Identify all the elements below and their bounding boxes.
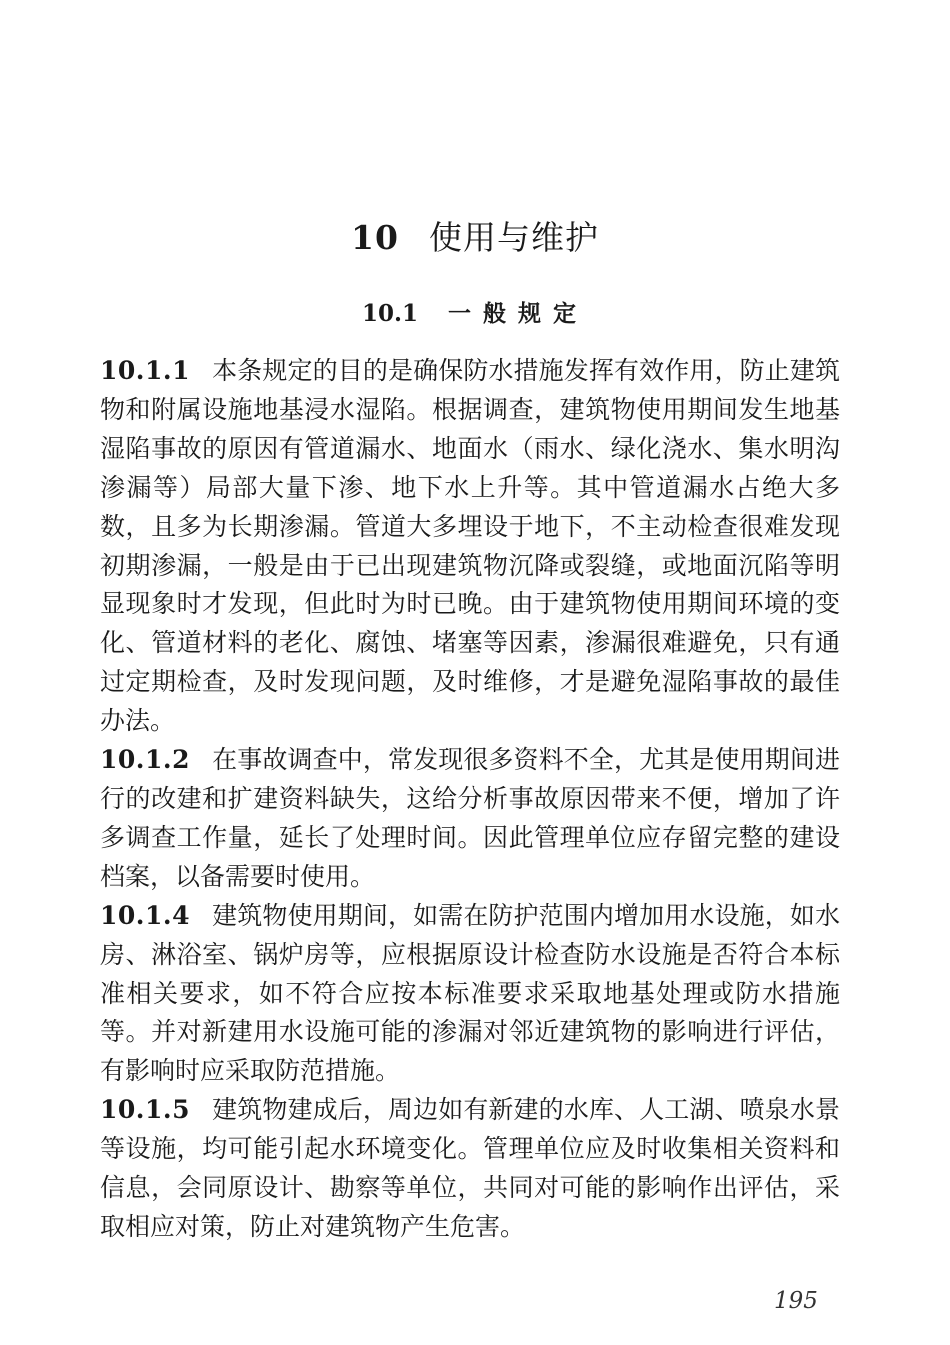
- chapter-title: [0, 212, 950, 264]
- section-title: [0, 296, 950, 332]
- clause-text: 本条规定的目的是确保防水措施发挥有效作用，防止建筑物和附属设施地基浸水湿陷。根据调查，建筑物使用期间发生地基湿陷事故的原因有管道漏水、地面水（雨水、绿化浇水、集水明沟渗漏等）局部大量下渗、地下水上升等。其中管道漏水占绝大多数，且多为长期渗漏。管道大多埋设于地下，不主动检查很难发现初期渗漏，一般是由于已出现建筑物沉降或裂缝，或地面沉陷等明显现象时才发现，但此时为时已晚。由于建筑物使用期间环境的变化、管道材料的老化、腐蚀、堵塞等因素，渗漏很难避免，只有通过定期检查，及时发现问题，及时维修，才是避免湿陷事故的最佳办法。: [100, 356, 840, 736]
- chapter-title-text: 使用与维护: [428, 218, 599, 257]
- section-title-text: 一般规定: [448, 300, 589, 327]
- clause-10-1-1: [100, 352, 840, 741]
- clause-10-1-2: [100, 741, 840, 897]
- clause-number: 10.1.4: [100, 900, 190, 930]
- body-text: [100, 352, 840, 1247]
- clause-text: 建筑物使用期间，如需在防护范围内增加用水设施，如水房、淋浴室、锅炉房等，应根据原设计检查防水设施是否符合本标准相关要求，如不符合应按本标准要求采取地基处理或防水措施等。并对新建用水设施可能的渗漏对邻近建筑物的影响进行评估，有影响时应采取防范措施。: [100, 900, 840, 1086]
- page-number: 195: [774, 1288, 818, 1314]
- clause-text: 建筑物建成后，周边如有新建的水库、人工湖、喷泉水景等设施，均可能引起水环境变化。管理单位应及时收集相关资料和信息，会同原设计、勘察等单位，共同对可能的影响作出评估，采取相应对策，防止对建筑物产生危害。: [100, 1095, 840, 1241]
- clause-number: 10.1.5: [100, 1095, 190, 1125]
- section-number: 10.1: [361, 300, 419, 327]
- clause-text: 在事故调查中，常发现很多资料不全，尤其是使用期间进行的改建和扩建资料缺失，这给分析事故原因带来不便，增加了许多调查工作量，延长了处理时间。因此管理单位应存留完整的建设档案，以备需要时使用。: [100, 745, 840, 891]
- clause-10-1-4: [100, 897, 840, 1092]
- clause-10-1-5: [100, 1091, 840, 1247]
- clause-number: 10.1.2: [100, 745, 190, 775]
- chapter-number: 10: [351, 218, 399, 257]
- clause-number: 10.1.1: [100, 356, 190, 385]
